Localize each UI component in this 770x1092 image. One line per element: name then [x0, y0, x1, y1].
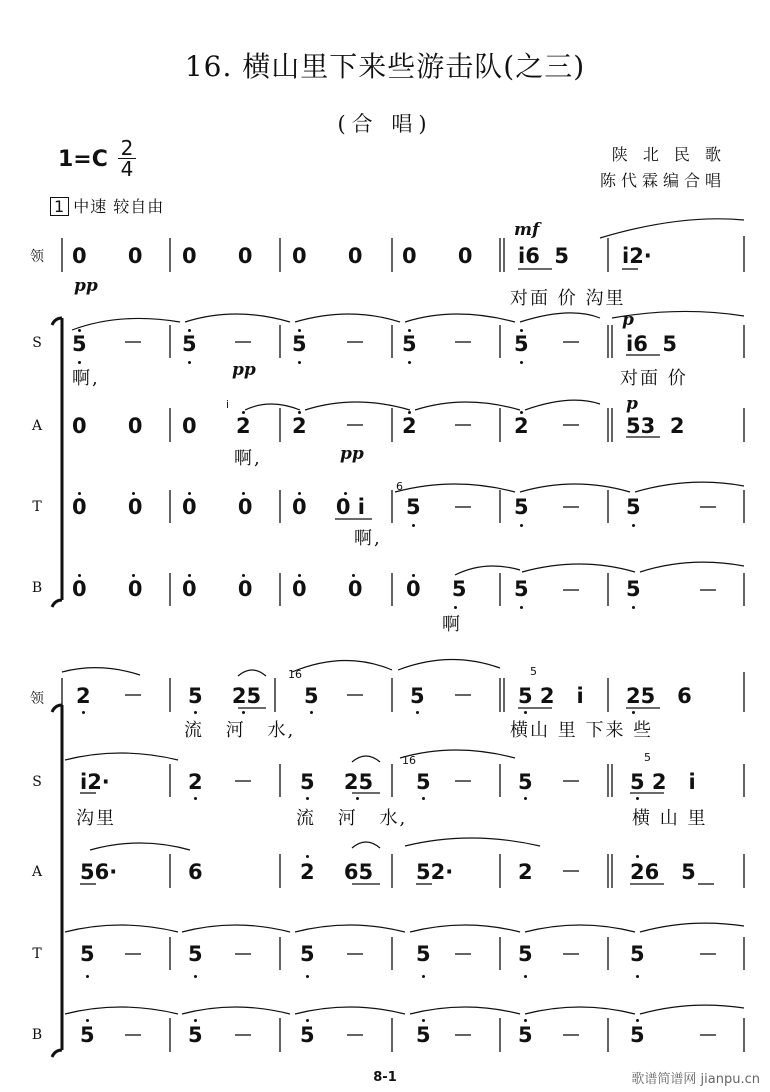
notes-s-2: 5: [416, 770, 431, 794]
system1-ties: [72, 219, 744, 575]
notes-lead-rests: 0 0: [402, 244, 473, 268]
notes-s-2: 5 25: [300, 770, 374, 794]
grace-note: 5: [644, 751, 651, 764]
voice-label-b: B: [31, 580, 43, 596]
dynamic-pp: pp: [74, 276, 98, 296]
notes-t-2: 5: [80, 942, 95, 966]
notes-b-2: 5: [518, 1023, 533, 1047]
system1-bracket: [52, 318, 62, 607]
grace-note: 16: [402, 754, 416, 767]
notes-a-2: 52·: [416, 860, 454, 884]
lyric-s-3: 沟里: [76, 808, 116, 829]
notes-t-2: 5: [416, 942, 431, 966]
lyric-s-2: 对面 价: [620, 368, 688, 389]
voice-label-s-2: S: [32, 774, 42, 790]
lyric-s-1: 啊,: [72, 368, 100, 389]
notes-b: 0 5: [406, 577, 467, 601]
notes-t-2: 5: [188, 942, 203, 966]
dynamic-mf: mf: [514, 220, 540, 240]
notes-b-2: 5: [80, 1023, 95, 1047]
time-top: 2: [120, 136, 134, 160]
notes-t-2: 5: [630, 942, 645, 966]
key-label: 1=C: [58, 147, 108, 172]
notes-t: 0 0 i: [292, 495, 365, 519]
voice-label-s: S: [32, 335, 42, 351]
lyric-s-5: 横 山 里: [632, 808, 708, 829]
notes-s: 5: [72, 332, 87, 356]
page-number: 8-1: [373, 1070, 397, 1085]
notes-t-2: 5: [300, 942, 315, 966]
notes-b-2: 5: [188, 1023, 203, 1047]
notes-s: 5: [514, 332, 529, 356]
lyric-a-1: 啊,: [234, 448, 262, 469]
voice-label-t-2: T: [32, 946, 42, 962]
notes-a-2: 6: [188, 860, 203, 884]
dynamic-pp: pp: [232, 360, 256, 380]
notes-s-2: i2·: [80, 770, 110, 794]
notes-s-2: 2: [188, 770, 203, 794]
notes-lead-2: 5: [304, 684, 319, 708]
grace-note: 5: [530, 665, 537, 678]
dynamic-p: p: [622, 310, 634, 330]
time-bottom: 4: [118, 158, 136, 179]
notes-b: 0 0: [292, 577, 363, 601]
tempo-text: 中速 较自由: [73, 197, 165, 216]
notes-s: 5: [182, 332, 197, 356]
notes-b: 5: [514, 577, 529, 601]
notes-a-2: 26 5: [630, 860, 696, 884]
notes-a: 2: [292, 414, 307, 438]
lyric-t-1: 啊,: [354, 528, 382, 549]
notes-t: 0 0: [182, 495, 253, 519]
notes-s: 5: [402, 332, 417, 356]
notes-b: 0 0: [182, 577, 253, 601]
notes-b: 5: [626, 577, 641, 601]
grace-note: 16: [288, 668, 302, 681]
notes-b: 0 0: [72, 577, 143, 601]
dynamic-pp: pp: [340, 444, 364, 464]
notes-a: 2: [514, 414, 529, 438]
lyric-b-1: 啊: [442, 614, 462, 635]
dynamic-p: p: [626, 394, 638, 414]
notes-lead-2: 5 25: [188, 684, 262, 708]
voice-label-t: T: [32, 499, 42, 515]
lyric-lead-1: 对面 价 沟里: [510, 288, 626, 309]
lyric-lead-2b: 横山 里 下来 些: [510, 720, 654, 741]
notes-a: 53 2: [626, 414, 685, 438]
notes-lead-2: 5: [410, 684, 425, 708]
notes-a-2: 2: [518, 860, 533, 884]
notes-lead-rests: 0 0: [292, 244, 363, 268]
voice-label-a: A: [31, 418, 43, 434]
grace-note: i: [226, 398, 230, 411]
notes-s: 5: [292, 332, 307, 356]
notes-a-2: 2 65: [300, 860, 374, 884]
grace-note: 6: [396, 480, 403, 493]
notes-t: 5: [626, 495, 641, 519]
notes-t: 5: [514, 495, 529, 519]
page-title: 16. 横山里下来些游击队(之三): [184, 50, 586, 83]
notes-b-2: 5: [300, 1023, 315, 1047]
notes-a: 2: [402, 414, 417, 438]
voice-label-lead: 领: [30, 249, 44, 265]
notes-lead-2: 2: [76, 684, 91, 708]
notes-lead-rests: 0 0: [182, 244, 253, 268]
notes-t: 0 0: [72, 495, 143, 519]
notes-a: 2: [236, 414, 251, 438]
notes-a: 0 0: [72, 414, 143, 438]
section-box: 1: [50, 197, 69, 216]
page-subtitle: (合 唱): [337, 112, 433, 136]
notes-lead-2: 25 6: [626, 684, 692, 708]
notes-b-2: 5: [416, 1023, 431, 1047]
notes-lead-m6: i2·: [622, 244, 652, 268]
system2-bracket: [52, 705, 62, 1057]
notes-s: i6 5: [626, 332, 678, 356]
lyric-lead-2a: 流 河 水,: [184, 720, 296, 741]
voice-label-lead-2: 领: [30, 691, 44, 707]
notes-s-2: 5 2 i: [630, 770, 696, 794]
notes-a: 0: [182, 414, 197, 438]
notes-lead-rests: 0 0: [72, 244, 143, 268]
notes-lead-2: 5 2 i: [518, 684, 584, 708]
notes-lead-m5: i6 5: [518, 244, 570, 268]
credit-arranger: 陈代霖编合唱: [599, 171, 726, 190]
voice-label-b-2: B: [31, 1027, 43, 1043]
notes-a-2: 56·: [80, 860, 118, 884]
watermark: 歌谱简谱网 jianpu.cn: [631, 1072, 760, 1087]
notes-t: 5: [406, 495, 421, 519]
lyric-s-4: 流 河 水,: [296, 808, 408, 829]
notes-t-2: 5: [518, 942, 533, 966]
credit-origin: 陕 北 民 歌: [611, 145, 726, 164]
notes-b-2: 5: [630, 1023, 645, 1047]
voice-label-a-2: A: [31, 864, 43, 880]
notes-s-2: 5: [518, 770, 533, 794]
